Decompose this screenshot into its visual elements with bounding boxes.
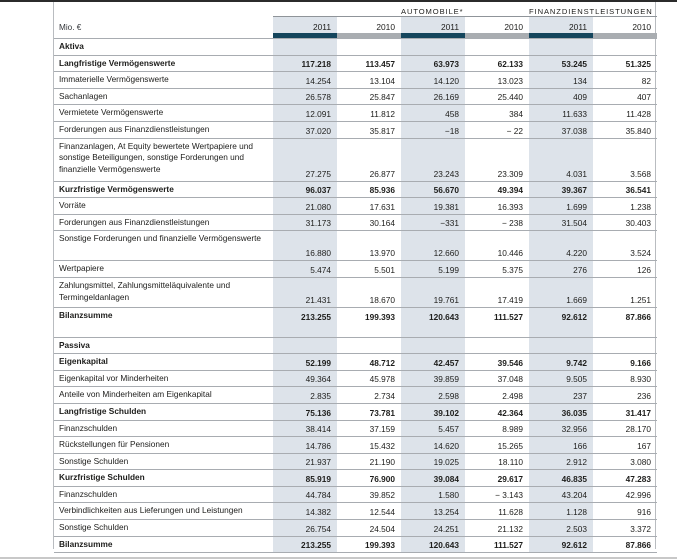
- row-value: 39.084: [401, 470, 465, 487]
- row-label: Sonstige Schulden: [54, 453, 273, 470]
- table-row: [54, 231, 657, 261]
- table-row: [54, 105, 657, 122]
- row-value: 3.372: [593, 520, 657, 537]
- row-value: 11.812: [337, 105, 401, 122]
- row-value: 27.275: [273, 138, 337, 181]
- row-label: Bilanzsumme: [54, 307, 273, 323]
- row-value: − 238: [465, 214, 529, 231]
- row-label: Rückstellungen für Pensionen: [54, 437, 273, 454]
- table-row: [54, 88, 657, 105]
- row-value: 37.020: [273, 121, 337, 138]
- table-row: [54, 72, 657, 89]
- row-value: 62.133: [465, 55, 529, 72]
- row-label: Wertpapiere: [54, 261, 273, 278]
- row-label: Zahlungsmittel, Zahlungsmitteläquivalente und Termingeldanlagen: [54, 277, 273, 307]
- row-value: 63.973: [401, 55, 465, 72]
- row-value: 37.038: [529, 121, 593, 138]
- row-value: 26.877: [337, 138, 401, 181]
- row-value: 1.251: [593, 277, 657, 307]
- row-value: 2.498: [465, 387, 529, 404]
- row-value: 213.255: [273, 307, 337, 323]
- section-title-cell: [401, 39, 465, 56]
- row-value: 1.128: [529, 503, 593, 520]
- row-value: 21.190: [337, 453, 401, 470]
- table-row: [54, 277, 657, 307]
- table-header: [54, 2, 657, 39]
- row-value: 409: [529, 88, 593, 105]
- row-value: − 3.143: [465, 486, 529, 503]
- section-title: Passiva: [54, 337, 273, 354]
- table-row: [54, 261, 657, 278]
- column-group-automobile: AUTOMOBILE*: [401, 7, 464, 16]
- row-value: 12.660: [401, 231, 465, 261]
- table-row: [54, 214, 657, 231]
- row-value: − 22: [465, 121, 529, 138]
- row-value: 21.080: [273, 198, 337, 215]
- section-title-cell: [465, 39, 529, 56]
- row-value: 9.505: [529, 370, 593, 387]
- row-value: 85.936: [337, 181, 401, 198]
- row-value: 25.440: [465, 88, 529, 105]
- row-value: 916: [593, 503, 657, 520]
- row-label: Sonstige Schulden: [54, 520, 273, 537]
- row-value: 458: [401, 105, 465, 122]
- row-value: 14.786: [273, 437, 337, 454]
- row-value: 126: [593, 261, 657, 278]
- row-label: Anteile von Minderheiten am Eigenkapital: [54, 387, 273, 404]
- row-value: 14.382: [273, 503, 337, 520]
- row-value: 36.541: [593, 181, 657, 198]
- row-value: 31.417: [593, 403, 657, 420]
- section-title-cell: [273, 337, 337, 354]
- row-value: 120.643: [401, 307, 465, 323]
- row-label: Vorräte: [54, 198, 273, 215]
- row-label: Forderungen aus Finanzdienstleistungen: [54, 214, 273, 231]
- row-label: Sonstige Forderungen und finanzielle Vermögenswerte: [54, 231, 273, 261]
- row-value: 44.784: [273, 486, 337, 503]
- table-row: [54, 453, 657, 470]
- row-value: 1.238: [593, 198, 657, 215]
- row-value: 167: [593, 437, 657, 454]
- row-value: 12.544: [337, 503, 401, 520]
- section-gap-cell: [273, 324, 337, 338]
- row-label: Immaterielle Vermögenswerte: [54, 72, 273, 89]
- section-title-cell: [337, 39, 401, 56]
- row-value: 26.169: [401, 88, 465, 105]
- table-row: [54, 370, 657, 387]
- section-gap-cell: [529, 324, 593, 338]
- row-value: 73.781: [337, 403, 401, 420]
- row-value: 10.446: [465, 231, 529, 261]
- row-value: 38.414: [273, 420, 337, 437]
- row-value: 49.394: [465, 181, 529, 198]
- row-value: 4.031: [529, 138, 593, 181]
- row-value: 96.037: [273, 181, 337, 198]
- row-value: 12.091: [273, 105, 337, 122]
- row-value: 117.218: [273, 55, 337, 72]
- year-header-row: [54, 17, 657, 34]
- table-row: [54, 486, 657, 503]
- row-value: 31.173: [273, 214, 337, 231]
- row-value: 37.048: [465, 370, 529, 387]
- column-group-finanzdienstleistungen: FINANZDIENSTLEISTUNGEN: [529, 7, 653, 16]
- row-value: 5.474: [273, 261, 337, 278]
- table-row: [54, 536, 657, 553]
- row-label: Sachanlagen: [54, 88, 273, 105]
- row-value: 5.375: [465, 261, 529, 278]
- row-value: 3.568: [593, 138, 657, 181]
- row-value: 14.120: [401, 72, 465, 89]
- row-value: 30.164: [337, 214, 401, 231]
- row-value: 237: [529, 387, 593, 404]
- row-value: 276: [529, 261, 593, 278]
- year-header-automobile-2010: 2010: [465, 17, 529, 34]
- row-value: 24.504: [337, 520, 401, 537]
- row-value: 30.403: [593, 214, 657, 231]
- row-value: 16.393: [465, 198, 529, 215]
- row-value: 9.742: [529, 354, 593, 371]
- year-header-konzern-2011: 2011: [273, 17, 337, 34]
- table-row: [54, 307, 657, 323]
- row-value: 13.023: [465, 72, 529, 89]
- row-label: Finanzanlagen, At Equity bewertete Wertpapiere und sonstige Beteiligungen, sonstige Forderungen und finanzielle Vermögenswerte: [54, 138, 273, 181]
- row-value: 8.930: [593, 370, 657, 387]
- column-group-header-row: [54, 2, 657, 17]
- section-gap-cell: [593, 324, 657, 338]
- table-row: [54, 198, 657, 215]
- row-value: 111.527: [465, 307, 529, 323]
- row-value: 42.996: [593, 486, 657, 503]
- row-value: 166: [529, 437, 593, 454]
- row-value: 15.432: [337, 437, 401, 454]
- row-value: 39.546: [465, 354, 529, 371]
- row-label: Langfristige Vermögenswerte: [54, 55, 273, 72]
- table-row: [54, 138, 657, 181]
- table-row: [54, 387, 657, 404]
- row-value: 39.102: [401, 403, 465, 420]
- row-value: 5.501: [337, 261, 401, 278]
- row-value: 11.633: [529, 105, 593, 122]
- row-value: −331: [401, 214, 465, 231]
- table-row: [54, 420, 657, 437]
- row-value: 13.970: [337, 231, 401, 261]
- row-value: 51.325: [593, 55, 657, 72]
- row-value: 53.245: [529, 55, 593, 72]
- row-value: 9.166: [593, 354, 657, 371]
- section-title-row: [54, 337, 657, 354]
- row-value: 1.580: [401, 486, 465, 503]
- row-value: 2.734: [337, 387, 401, 404]
- row-value: 47.283: [593, 470, 657, 487]
- section-title-cell: [273, 39, 337, 56]
- row-label: Finanzschulden: [54, 486, 273, 503]
- row-value: 11.428: [593, 105, 657, 122]
- row-value: 17.419: [465, 277, 529, 307]
- table-row: [54, 520, 657, 537]
- row-value: 213.255: [273, 536, 337, 553]
- row-value: 75.136: [273, 403, 337, 420]
- row-value: 2.503: [529, 520, 593, 537]
- row-value: 14.254: [273, 72, 337, 89]
- row-value: 28.170: [593, 420, 657, 437]
- row-value: 25.847: [337, 88, 401, 105]
- table-row: [54, 437, 657, 454]
- table-row: [54, 181, 657, 198]
- section-title-cell: [337, 337, 401, 354]
- row-value: 39.367: [529, 181, 593, 198]
- row-value: 49.364: [273, 370, 337, 387]
- row-value: 45.978: [337, 370, 401, 387]
- row-value: 236: [593, 387, 657, 404]
- table-row: [54, 470, 657, 487]
- row-value: 13.254: [401, 503, 465, 520]
- section-gap-label: [54, 324, 273, 338]
- unit-label: Mio. €: [59, 23, 82, 32]
- row-value: 134: [529, 72, 593, 89]
- row-value: 39.859: [401, 370, 465, 387]
- row-value: 13.104: [337, 72, 401, 89]
- row-value: 56.670: [401, 181, 465, 198]
- balance-sheet-table: [54, 2, 657, 553]
- row-value: 384: [465, 105, 529, 122]
- row-label: Forderungen aus Finanzdienstleistungen: [54, 121, 273, 138]
- row-value: 82: [593, 72, 657, 89]
- section-title: Aktiva: [54, 39, 273, 56]
- table-row: [54, 55, 657, 72]
- row-value: 52.199: [273, 354, 337, 371]
- row-value: 5.457: [401, 420, 465, 437]
- balance-sheet-table-container: [53, 2, 656, 549]
- section-title-cell: [593, 39, 657, 56]
- row-value: 37.159: [337, 420, 401, 437]
- year-header-automobile-2011: 2011: [401, 17, 465, 34]
- row-value: 87.866: [593, 307, 657, 323]
- row-value: 23.309: [465, 138, 529, 181]
- section-title-cell: [529, 337, 593, 354]
- row-value: 2.835: [273, 387, 337, 404]
- row-value: 407: [593, 88, 657, 105]
- section-gap-row: [54, 324, 657, 338]
- row-label: Eigenkapital vor Minderheiten: [54, 370, 273, 387]
- row-value: 32.956: [529, 420, 593, 437]
- row-value: 21.132: [465, 520, 529, 537]
- row-value: 16.880: [273, 231, 337, 261]
- section-title-cell: [593, 337, 657, 354]
- row-value: 46.835: [529, 470, 593, 487]
- row-value: 8.989: [465, 420, 529, 437]
- row-value: 18.110: [465, 453, 529, 470]
- table-body: [54, 39, 657, 553]
- table-row: [54, 503, 657, 520]
- row-value: 43.204: [529, 486, 593, 503]
- row-value: 24.251: [401, 520, 465, 537]
- row-value: 23.243: [401, 138, 465, 181]
- row-value: 48.712: [337, 354, 401, 371]
- row-value: 21.937: [273, 453, 337, 470]
- row-label: Eigenkapital: [54, 354, 273, 371]
- section-gap-cell: [401, 324, 465, 338]
- row-value: 26.754: [273, 520, 337, 537]
- row-label: Verbindlichkeiten aus Lieferungen und Leistungen: [54, 503, 273, 520]
- row-value: 3.524: [593, 231, 657, 261]
- row-value: 39.852: [337, 486, 401, 503]
- row-value: 111.527: [465, 536, 529, 553]
- section-title-cell: [401, 337, 465, 354]
- row-label: Vermietete Vermögenswerte: [54, 105, 273, 122]
- section-title-row: [54, 39, 657, 56]
- row-value: 42.457: [401, 354, 465, 371]
- row-value: 42.364: [465, 403, 529, 420]
- section-title-cell: [529, 39, 593, 56]
- row-value: 29.617: [465, 470, 529, 487]
- row-value: 21.431: [273, 277, 337, 307]
- row-value: 87.866: [593, 536, 657, 553]
- column-group-konzern: [273, 2, 401, 17]
- year-header-finanzdienstleistungen-2010: 2010: [593, 17, 657, 34]
- row-value: 113.457: [337, 55, 401, 72]
- row-value: 85.919: [273, 470, 337, 487]
- row-value: 92.612: [529, 536, 593, 553]
- row-value: 92.612: [529, 307, 593, 323]
- row-value: 31.504: [529, 214, 593, 231]
- row-value: 11.628: [465, 503, 529, 520]
- row-value: 1.699: [529, 198, 593, 215]
- row-value: 3.080: [593, 453, 657, 470]
- row-value: 120.643: [401, 536, 465, 553]
- year-header-finanzdienstleistungen-2011: 2011: [529, 17, 593, 34]
- row-value: 19.381: [401, 198, 465, 215]
- row-value: 76.900: [337, 470, 401, 487]
- row-value: 26.578: [273, 88, 337, 105]
- row-value: 2.598: [401, 387, 465, 404]
- row-value: 1.669: [529, 277, 593, 307]
- table-row: [54, 403, 657, 420]
- row-label: Kurzfristige Schulden: [54, 470, 273, 487]
- row-label: Kurzfristige Vermögenswerte: [54, 181, 273, 198]
- year-header-konzern-2010: 2010: [337, 17, 401, 34]
- row-value: 5.199: [401, 261, 465, 278]
- row-value: 199.393: [337, 536, 401, 553]
- row-value: 19.025: [401, 453, 465, 470]
- table-row: [54, 121, 657, 138]
- row-value: 18.670: [337, 277, 401, 307]
- row-value: 35.817: [337, 121, 401, 138]
- row-value: −18: [401, 121, 465, 138]
- row-value: 35.840: [593, 121, 657, 138]
- row-value: 15.265: [465, 437, 529, 454]
- section-title-cell: [465, 337, 529, 354]
- row-value: 17.631: [337, 198, 401, 215]
- row-value: 199.393: [337, 307, 401, 323]
- row-value: 36.035: [529, 403, 593, 420]
- row-value: 4.220: [529, 231, 593, 261]
- row-value: 19.761: [401, 277, 465, 307]
- row-label: Finanzschulden: [54, 420, 273, 437]
- section-gap-cell: [337, 324, 401, 338]
- table-row: [54, 354, 657, 371]
- row-value: 14.620: [401, 437, 465, 454]
- section-gap-cell: [465, 324, 529, 338]
- row-label: Bilanzsumme: [54, 536, 273, 553]
- row-label: Langfristige Schulden: [54, 403, 273, 420]
- row-value: 2.912: [529, 453, 593, 470]
- group-header-spacer: [54, 2, 273, 17]
